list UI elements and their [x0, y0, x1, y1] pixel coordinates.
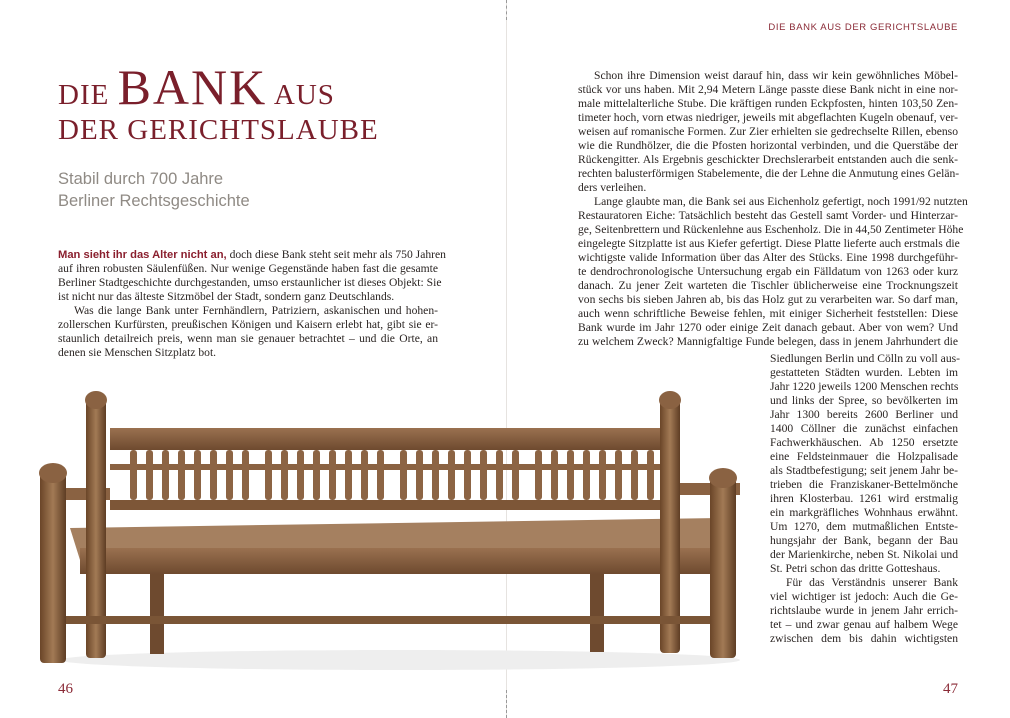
bench-spindle: [313, 450, 320, 500]
bench-spindle: [432, 450, 439, 500]
bench-spindle: [647, 450, 654, 500]
bench-spindle: [631, 450, 638, 500]
intro-text: [58, 248, 446, 360]
subtitle-line: Stabil durch 700 Jahre: [58, 170, 224, 188]
text-line: Restauratoren Eiche: Tatsächlich besteht das Gestell samt Vorder- und Hinterzar-: [578, 209, 958, 222]
bench-photo: [30, 388, 750, 673]
bench-spindle: [599, 450, 606, 500]
text-line: Jahr 1220 jeweils 1200 Menschen rechts: [770, 380, 959, 393]
text-line: [58, 248, 446, 262]
bench-spindle: [329, 450, 336, 500]
page-number-right: 47: [943, 681, 958, 697]
text-line: auf ihren robusten Säulenfüßen. Nur wenige Gegenstände haben fast die gesamte: [58, 262, 438, 275]
text-line: danach. Zu jener Zeit warteten die Tischler üblicherweise eine Trocknungszeit: [578, 279, 958, 292]
text-line: zu welchem Zweck? Mannigfaltige Funde belegen, dass in jenem Jahrhundert die: [578, 335, 958, 348]
bench-spindle: [242, 450, 249, 500]
text-line: te dendrochronologische Untersuchung ergab ein Fälldatum von 1263 oder kurz: [578, 265, 958, 278]
text-line: viel wichtiger ist jedoch: Auch die Ge-: [770, 590, 958, 603]
bench-spindle: [512, 450, 519, 500]
bench-spindle: [281, 450, 288, 500]
text-line: Für das Verständnis unserer Bank: [786, 576, 958, 589]
text-line: Schon ihre Dimension weist darauf hin, dass wir kein gewöhnliches Möbel-: [594, 69, 958, 82]
gutter-mark-top: [506, 0, 507, 20]
title-line2: DER GERICHTSLAUBE: [58, 114, 379, 146]
bench-spindle: [226, 450, 233, 500]
text-line: eingelegte Sitzplatte ist aus Kiefer gefertigt. Diese Platte lieferte auch erstmals die: [578, 237, 960, 250]
subtitle-line: Berliner Rechtsgeschichte: [58, 192, 250, 210]
text-line: weisen auf romanische Formen. Zur Zier erhielten sie gedrechselte Rillen, ebenso: [578, 125, 958, 138]
text-line: richtslaube wurde in jenem Jahr errich-: [770, 604, 958, 617]
bench-spindle: [583, 450, 590, 500]
text-line: ein markgräfliches Wohnhaus erwähnt.: [770, 506, 958, 519]
bench-spindle: [416, 450, 423, 500]
text-line: Bank wurde im Jahr 1270 oder einige Zeit danach gebaut. Aber von wem? Und: [578, 321, 958, 334]
text-line: Um 1270, dem mutmaßlichen Entste-: [770, 520, 958, 533]
bench-spindle: [297, 450, 304, 500]
text-line: auch wenn schriftliche Beweise fehlen, mit einiger Sicherheit feststellen: Diese: [578, 307, 958, 320]
text-line: wie die Rundhölzer, die die Pfosten horizontal verbinden, und die Querstäbe der: [578, 139, 958, 152]
text-line: ge, Seitenbrettern und Rückenlehne aus Eschenholz. Die in 44,50 Zentimeter Höhe: [578, 223, 964, 236]
text-line: Berliner Stadtgeschichte durchgestanden, umso erstaunlicher ist dieses Objekt: Sie: [58, 276, 442, 289]
bench-spindle: [265, 450, 272, 500]
bench-spindle: [480, 450, 487, 500]
title-bank: BANK: [117, 59, 268, 115]
text-line: Was die lange Bank unter Fernhändlern, Patriziern, askanischen und hohen-: [74, 304, 438, 317]
gutter-mark-bottom: [506, 690, 507, 718]
bench-spindle: [551, 450, 558, 500]
text-line: denen sie Menschen Sitzplatz bot.: [58, 346, 217, 359]
bench-spindle: [615, 450, 622, 500]
text-line: 1400 Cöllner die zunächst einfachen: [770, 422, 958, 435]
text-line: male mittelalterliche Stube. Die kräftigen runden Eckpfosten, hinten 103,50 Zen-: [578, 97, 958, 110]
bench-spindle: [400, 450, 407, 500]
text-line: timeter hoch, vorn etwas niedriger, jeweils mit abgeflachten Kugeln obenauf, ver-: [578, 111, 958, 124]
text-line: Jahr 1300 bereits 2600 Berliner und: [770, 408, 958, 421]
bench-spindle: [162, 450, 169, 500]
bench-spindle: [448, 450, 455, 500]
bench-spindle: [496, 450, 503, 500]
text-line: tet – und zwar genau auf halbem Wege: [770, 618, 958, 631]
text-line: Siedlungen Berlin und Cölln zu voll aus-: [770, 352, 960, 365]
bench-spindle: [361, 450, 368, 500]
bench-spindle: [146, 450, 153, 500]
text-line: St. Petri schon das dritte Gotteshaus.: [770, 562, 941, 575]
page-number-left: 46: [58, 681, 73, 697]
bench-spindle: [377, 450, 384, 500]
text-line: Rückengitter. Als Ergebnis geschickter Drechslerarbeit entstanden auch die senk-: [578, 153, 958, 166]
title-aus: AUS: [273, 79, 335, 111]
lead-continuation: doch diese Bank steht seit mehr als 750 Jahren: [226, 248, 446, 261]
bench-spindle: [464, 450, 471, 500]
text-line: ihren Klosterbau. 1261 wird erstmalig: [770, 492, 958, 505]
text-line: als Stadtbefestigung; seit jenem Jahr be-: [770, 464, 958, 477]
text-line: staunlich detailreich preis, wenn man sie genauer betrachtet – und die Orte, an: [58, 332, 438, 345]
text-line: Fachwerkhäuschen. Ab 1250 ersetzte: [770, 436, 958, 449]
bench-spindle: [567, 450, 574, 500]
bench-spindle: [130, 450, 137, 500]
text-line: von sechs bis sieben Jahren ab, bis das Holz gut zu verarbeiten war. So darf man,: [578, 293, 958, 306]
text-line: wichtigste valide Information über das Alter des Stücks. Eine 1998 durchgeführ-: [578, 251, 958, 264]
bench-spindle: [535, 450, 542, 500]
text-line: trieben die Franziskaner-Bettelmönche: [770, 478, 958, 491]
bench-spindle: [210, 450, 217, 500]
bench-spindle: [178, 450, 185, 500]
bench-spindle: [345, 450, 352, 500]
text-line: zwischen dem bis dahin wichtigsten: [770, 632, 958, 645]
title-die: DIE: [58, 79, 110, 111]
running-head: DIE BANK AUS DER GERICHTSLAUBE: [768, 22, 958, 33]
lead-in: Man sieht ihr das Alter nicht an,: [58, 249, 227, 261]
text-line: stück vor uns haben. Mit 2,94 Metern Länge passte diese Bank nicht in eine nor-: [578, 83, 958, 96]
text-line: ist nicht nur das älteste Sitzmöbel der Stadt, sondern ganz Deutschlands.: [58, 290, 395, 303]
text-line: eine Feldsteinmauer die Holzpalisade: [770, 450, 958, 463]
subtitle: [58, 168, 250, 212]
bench-spindle: [194, 450, 201, 500]
text-line: ders verleihen.: [578, 181, 647, 194]
article-title: [58, 59, 379, 146]
text-line: gestatteten Städten wurden. Lebten im: [770, 366, 958, 379]
text-line: Lange glaubte man, die Bank sei aus Eichenholz gefertigt, noch 1991/92 nutzten: [594, 195, 968, 208]
text-line: rechten balusterförmigen Stabelemente, die der Lehne die Anmutung eines Gelän-: [578, 167, 960, 180]
text-line: hungsjahr der Bank, begann der Bau: [770, 534, 958, 547]
text-line: und links der Spree, so bevölkerten im: [770, 394, 958, 407]
body-text-wrap: [770, 352, 958, 646]
text-line: der Marienkirche, neben St. Nikolai und: [770, 548, 958, 561]
body-text-column: [578, 69, 968, 349]
text-line: zollerschen Kurfürsten, preußischen Königen und Kaisern erlebt hat, gibt sie er-: [58, 318, 438, 331]
